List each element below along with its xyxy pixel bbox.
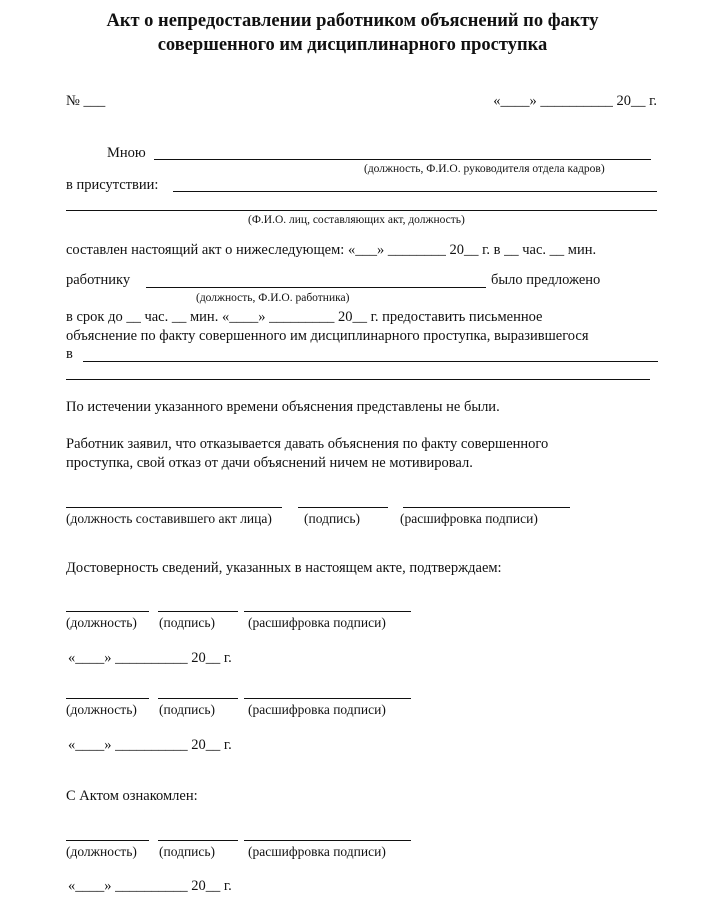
- presence-field-2[interactable]: [66, 210, 657, 211]
- witness1-decoding-caption: (расшифровка подписи): [248, 615, 386, 630]
- employee-date: «____» __________ 20__ г.: [68, 878, 232, 894]
- witness1-position-caption: (должность): [66, 615, 137, 630]
- offense-field-2[interactable]: [66, 379, 650, 380]
- offense-field[interactable]: [83, 361, 658, 362]
- hr-manager-field[interactable]: [154, 159, 651, 160]
- employee-decoding-caption: (расшифровка подписи): [248, 844, 386, 859]
- witness2-decoding-field[interactable]: [244, 698, 411, 699]
- witness1-signature-caption: (подпись): [159, 615, 216, 630]
- presence-field[interactable]: [173, 191, 657, 192]
- document-title-line-2: совершенного им дисциплинарного проступка: [157, 35, 548, 55]
- witness2-signature-field[interactable]: [158, 698, 238, 699]
- worker-label: работнику: [66, 272, 131, 288]
- employee-position-field[interactable]: [66, 840, 149, 841]
- refusal-text-line-1: Работник заявил, что отказывается давать объяснения по факту совершенного: [66, 436, 549, 452]
- acquainted-label: С Актом ознакомлен:: [66, 788, 198, 804]
- in-label: в: [66, 346, 73, 362]
- document-title-line-1: Акт о непредоставлении работником объяснений по факту: [106, 11, 599, 31]
- witness1-decoding-field[interactable]: [244, 611, 411, 612]
- employee-signature-caption: (подпись): [159, 844, 216, 859]
- witness1-position-field[interactable]: [66, 611, 149, 612]
- witness2-signature-caption: (подпись): [159, 702, 216, 717]
- witness2-position-field[interactable]: [66, 698, 149, 699]
- presence-caption: (Ф.И.О. лиц, составляющих акт, должность): [248, 214, 465, 226]
- witness2-decoding-caption: (расшифровка подписи): [248, 702, 386, 717]
- compiler-signature-field[interactable]: [298, 507, 388, 508]
- employee-position-caption: (должность): [66, 844, 137, 859]
- compiler-position-field[interactable]: [66, 507, 282, 508]
- act-compiled-line: составлен настоящий акт о нижеследующем: «___» ________ 20__ г. в __ час. __ мин.: [66, 242, 597, 258]
- worker-caption: (должность, Ф.И.О. работника): [196, 292, 350, 304]
- compiler-decoding-field[interactable]: [403, 507, 570, 508]
- compiler-decoding-caption: (расшифровка подписи): [400, 511, 538, 526]
- employee-decoding-field[interactable]: [244, 840, 411, 841]
- hr-manager-caption: (должность, Ф.И.О. руководителя отдела кадров): [364, 163, 605, 175]
- compiler-signature-caption: (подпись): [304, 511, 361, 526]
- witness1-signature-field[interactable]: [158, 611, 238, 612]
- refusal-text-line-2: проступка, свой отказ от дачи объяснений ничем не мотивировал.: [66, 455, 473, 471]
- term-line: в срок до __ час. __ мин. «____» _________ 20__ г. предоставить письменное: [66, 309, 543, 325]
- confirmation-text: Достоверность сведений, указанных в настоящем акте, подтверждаем:: [66, 560, 502, 576]
- witness2-date: «____» __________ 20__ г.: [68, 737, 232, 753]
- act-date: «____» __________ 20__ г.: [493, 93, 657, 109]
- worker-field[interactable]: [146, 287, 486, 288]
- act-number: № ___: [66, 93, 106, 109]
- compiler-position-caption: (должность составившего акт лица): [66, 511, 272, 526]
- employee-signature-field[interactable]: [158, 840, 238, 841]
- presence-label: в присутствии:: [66, 177, 159, 193]
- witness1-date: «____» __________ 20__ г.: [68, 650, 232, 666]
- mnoyu-label: Мною: [107, 145, 146, 161]
- worker-suffix: было предложено: [491, 272, 601, 288]
- no-explanation-text: По истечении указанного времени объяснения представлены не были.: [66, 399, 500, 415]
- explanation-line: объяснение по факту совершенного им дисциплинарного проступка, выразившегося: [66, 328, 589, 344]
- witness2-position-caption: (должность): [66, 702, 137, 717]
